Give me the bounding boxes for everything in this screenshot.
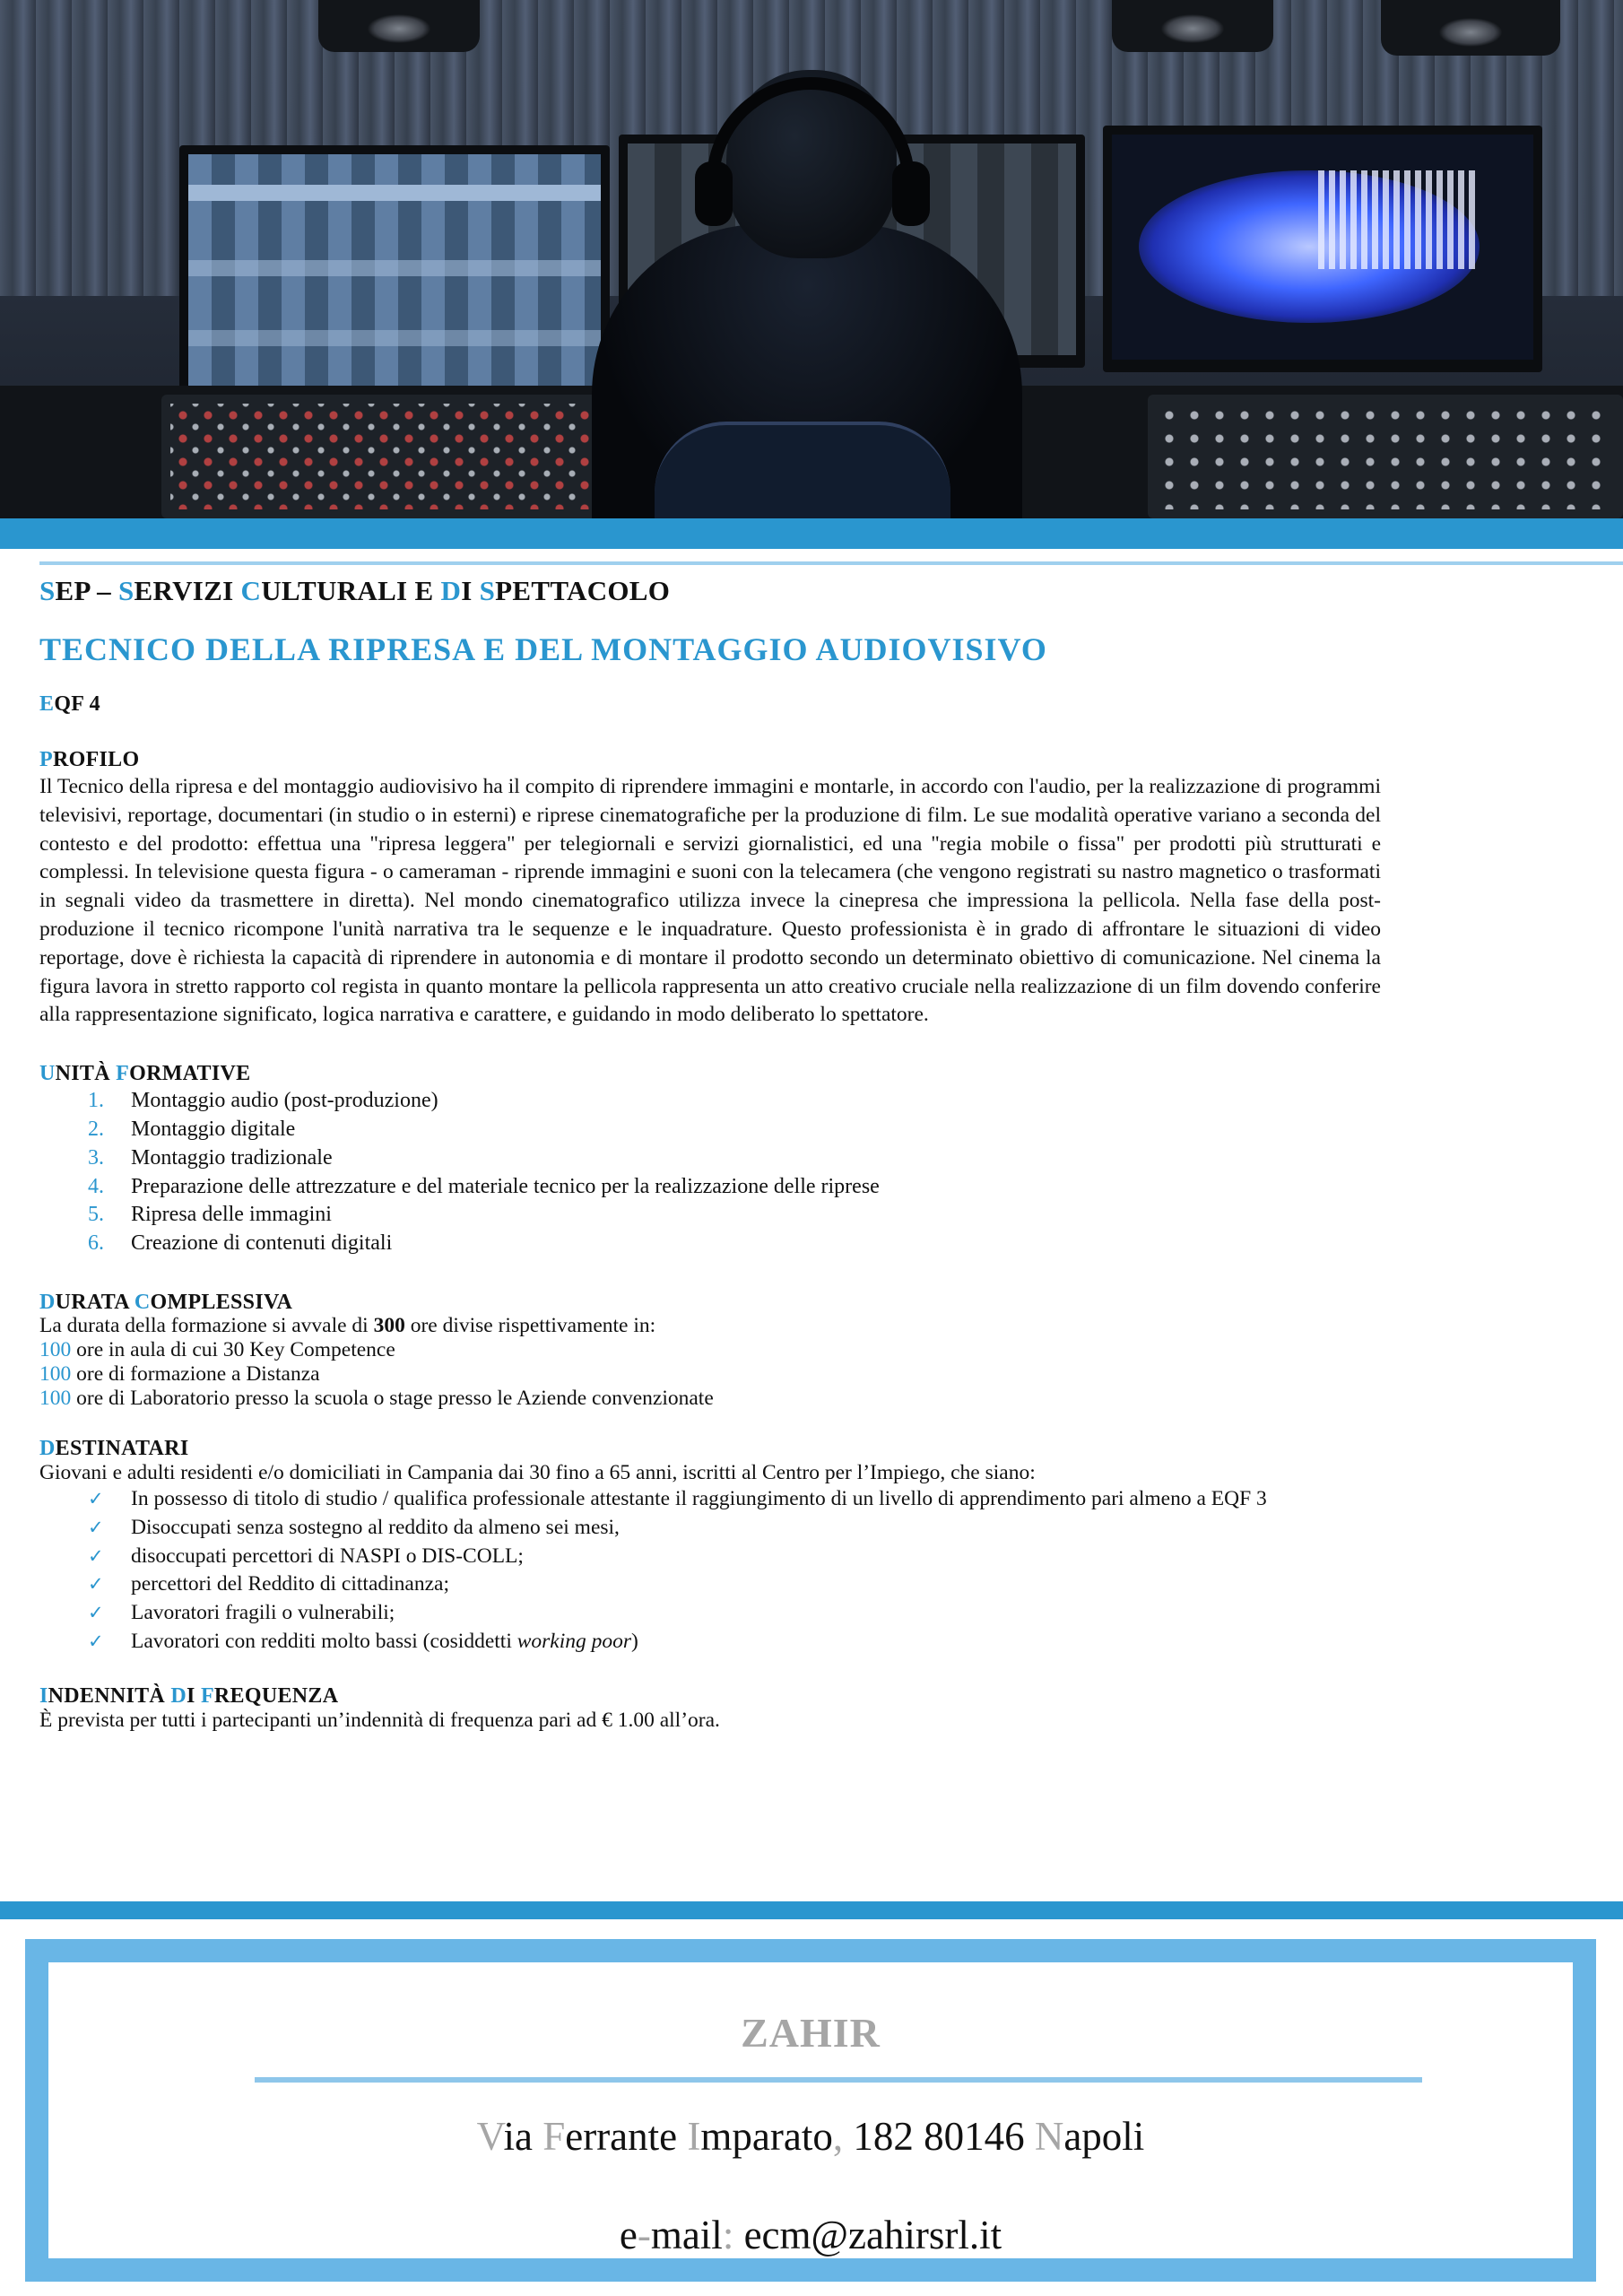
duration-section [39,1291,1381,1411]
recipients-heading: DESTINATARI [39,1436,189,1460]
list-item: ✓ Lavoratori con redditi molto bassi (cosiddetti working poor) [88,1628,1381,1657]
allowance-text: È prevista per tutti i partecipanti un’indennità di frequenza pari ad € 1.00 all’ora. [39,1708,720,1732]
duration-heading: DURATA COMPLESSIVA [39,1290,293,1314]
check-icon: ✓ [88,1487,104,1509]
list-item: ✓ Lavoratori fragili o vulnerabili; [88,1599,1381,1628]
recipients-list [39,1485,1381,1657]
mixing-console-left [161,395,628,518]
speaker-center-right [1112,0,1273,52]
company-name: ZAHIR [741,2010,881,2056]
list-item: 1. Montaggio audio (post-produzione) [88,1089,438,1113]
section-title: SEP – SERVIZI CULTURALI E DI SPETTACOLO [39,575,671,606]
check-icon: ✓ [88,1544,104,1567]
monitor-left [179,145,610,398]
units-section [39,1060,1381,1258]
mixing-console-right [1148,395,1623,518]
list-item: 5. Ripresa delle immagini [88,1203,332,1227]
allowance-heading: INDENNITÀ DI FREQUENZA [39,1683,339,1708]
duration-line: 100 ore di Laboratorio presso la scuola o stage presso le Aziende convenzionate [39,1386,714,1410]
recipients-section [39,1436,1381,1657]
eqf-level: EQF 4 [39,692,100,716]
footer-divider [255,2077,1422,2083]
contact-box [25,1939,1596,2282]
profile-heading: PROFILO [39,748,140,771]
list-item: 2. Montaggio digitale [88,1117,296,1141]
chair [655,422,950,518]
list-item: 3. Montaggio tradizionale [88,1145,333,1170]
list-item: ✓ disoccupati percettori di NASPI o DIS-COLL; [88,1543,1381,1571]
company-email[interactable]: e-mail: ecm@zahirsrl.it [619,2213,1002,2257]
check-icon: ✓ [88,1630,104,1652]
profile-section [39,746,1381,1030]
allowance-section [39,1683,1381,1733]
speaker-right [1381,0,1560,56]
main-content [39,574,1381,1733]
units-heading: UNITÀ FORMATIVE [39,1062,251,1086]
top-accent-bar [0,518,1623,549]
check-icon: ✓ [88,1602,104,1624]
units-list [39,1087,1381,1258]
email-link[interactable]: ecm@zahirsrl.it [733,2213,1002,2257]
duration-line: 100 ore di formazione a Distanza [39,1361,320,1386]
recipients-intro: Giovani e adulti residenti e/o domiciliati in Campania dai 30 fino a 65 anni, iscritti al Centro per l’Impiego, che siano: [39,1460,1036,1484]
check-icon: ✓ [88,1516,104,1538]
monitor-right [1103,126,1542,372]
check-icon: ✓ [88,1573,104,1596]
list-item: 4. Preparazione delle attrezzature e del materiale tecnico per la realizzazione delle riprese [88,1174,880,1198]
course-title: TECNICO DELLA RIPRESA E DEL MONTAGGIO AUDIOVISIVO [39,631,1047,667]
headphone-cup-right [892,161,930,226]
hero-photo [0,0,1623,518]
list-item: ✓ percettori del Reddito di cittadinanza; [88,1570,1381,1599]
duration-line: 100 ore in aula di cui 30 Key Competence [39,1337,395,1361]
top-accent-line [39,561,1623,565]
profile-text: Il Tecnico della ripresa e del montaggio audiovisivo ha il compito di riprendere immagini e montarle, in accordo con l'audio, per la realizzazione di programmi televisivi, reportage, documentari (in studio o in esterni) e riprese cinematografiche per la produzione di film. Le sue modalità operative variano a seconda del contesto e del prodotto: effettua una "ripresa leggera" per telegiornali e servizi giornalistici, ed una "regia mobile o fissa" per prodotti più strutturati e complessi. In televisione questa figura - o cameraman - riprende immagini e suoni con la telecamera (che vengono registrati su nastro magnetico o trasformati in segnali video da trasmettere in diretta). Nel mondo cinematografico utilizza invece la cinepresa che impressiona la pellicola. Nella fase della post-produzione il tecnico ricompone l'unità narrativa tra le sequenze e le inquadrature. Questo professionista è in grado di affrontare le situazioni di video reportage, dove è richiesta la capacità di riprendere in autonomia e di montare il prodotto secondo un determinato obiettivo di comunicazione. Nel cinema la figura lavora in stretto rapporto col regista in quanto montare la pellicola rappresenta un atto creativo cruciale nella realizzazione di un film dovendo conferire alla rappresentazione significato, logica narrativa e carattere, e guidando in modo deliberato lo spettatore. [39,775,1381,1027]
company-address: Via Ferrante Imparato, 182 80146 Napoli [476,2114,1145,2159]
list-item: 6. Creazione di contenuti digitali [88,1231,393,1256]
speaker-left [318,0,480,52]
bottom-accent-bar [0,1901,1623,1919]
headphone-cup-left [695,161,733,226]
list-item: ✓ In possesso di titolo di studio / qualifica professionale attestante il raggiungimento di un livello di apprendimento pari almeno a EQF 3 [88,1485,1381,1514]
duration-intro: La durata della formazione si avvale di 300 ore divise rispettivamente in: [39,1313,656,1337]
list-item: ✓ Disoccupati senza sostegno al reddito da almeno sei mesi, [88,1514,1381,1543]
